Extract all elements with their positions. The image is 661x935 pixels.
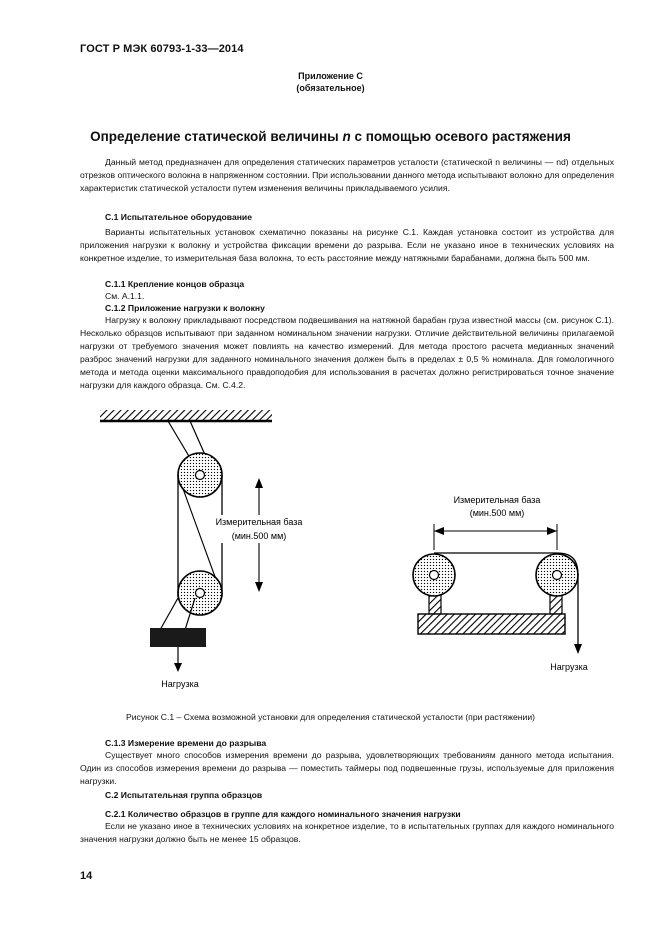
page-number: 14 <box>80 870 93 882</box>
appendix-status: (обязательное) <box>296 83 365 93</box>
intro-paragraph: Данный метод предназначен для определения статических параметров усталости (статической n величины — nd) отдельных отрезков оптического волокна в напряженном состоянии. При использовании данного метода испытывают волокно для определения характеристик статической усталости путем изменения величины прикладываемого усилия. <box>80 157 614 193</box>
lower-drum-axle <box>196 589 205 598</box>
heading-c12: С.1.2 Приложение нагрузки к волокну <box>105 303 265 313</box>
right-setup-drum-left-axle <box>430 571 439 580</box>
heading-c2: С.2 Испытательная группа образцов <box>105 790 263 800</box>
figure-c1 <box>0 395 661 705</box>
load-arrow-head <box>174 663 182 672</box>
appendix-heading <box>0 70 661 94</box>
load-arrow-head-right <box>574 644 582 654</box>
c21-paragraph: Если не указано иное в технических условиях на конкретное изделие, то в испытательных группах для каждого номинального значения нагрузки должно быть не менее 15 образцов. <box>80 821 614 844</box>
gauge-label-right-line1: Измерительная база <box>453 495 541 505</box>
section-title: Определение статической величины n с помощью осевого растяжения <box>90 129 571 144</box>
appendix-title: Приложение С <box>298 71 363 81</box>
base-plate <box>418 614 565 634</box>
gauge-arrow-head-down <box>255 582 263 592</box>
document-header: ГОСТ Р МЭК 60793-1-33—2014 <box>80 43 244 55</box>
gauge-label-left-line2: (мин.500 мм) <box>231 531 287 541</box>
c13-paragraph: Существует много способов измерения времени до разрыва, удовлетворяющих требованиям данного метода испытания. Один из способов измерения времени до разрыва — поместить таймеры под подвешенные грузы, используемые для приложения нагрузки. <box>80 750 614 786</box>
ceiling-hatch <box>100 410 272 420</box>
gauge-label-right-line2: (мин.500 мм) <box>469 508 525 518</box>
heading-c11: С.1.1 Крепление концов образца <box>105 279 245 289</box>
heading-c1: С.1 Испытательное оборудование <box>105 212 252 222</box>
c1-paragraph: Варианты испытательных установок схематично показаны на рисунке С.1. Каждая установка состоит из устройства для приложения нагрузки к волокну и устройства фиксации времени до разрыва. Если не указано иное в технических условиях на конкретное изделие, то измерительная база волокна, то есть расстояние между натяжными барабанами, должна быть 500 мм. <box>80 227 614 263</box>
load-label-right: Нагрузка <box>550 662 588 672</box>
heading-c21: С.2.1 Количество образцов в группе для каждого номинального значения нагрузки <box>105 809 461 819</box>
upper-drum-axle <box>196 471 205 480</box>
gauge-label-left-line1: Измерительная база <box>215 517 303 527</box>
c11-text: См. А.1.1. <box>105 291 145 301</box>
heading-c13: С.1.3 Измерение времени до разрыва <box>105 738 267 748</box>
gauge-arrow-head-right <box>547 527 557 535</box>
figure-caption: Рисунок С.1 – Схема возможной установки для определения статической усталости (при растяжении) <box>126 712 535 722</box>
weight-support <box>160 598 178 630</box>
load-label-left: Нагрузка <box>161 679 199 689</box>
right-setup-drum-right-axle <box>553 571 562 580</box>
gauge-arrow-head-up <box>255 478 263 488</box>
gauge-arrow-head-left <box>434 527 444 535</box>
load-weight <box>150 628 206 647</box>
c12-paragraph: Нагрузку к волокну прикладывают посредством подвешивания на натяжной барабан груза известной массы (см. рисунок С.1). Несколько образцов испытывают при заданном номинальном значении нагрузки. Отличие действительной величины прилагаемой нагрузки от требуемого значения может повлиять на качество измерений. Для метода простого расчета медианных значений разброс значений нагрузки для заданного номинального значения должен быть в пределах ± 0,5 % номинала. Для гомологичного метода и метода оценки максимального правдоподобия для использования в расчетах должно регистрироваться точное значение нагрузки для каждого образца. См. С.4.2. <box>80 315 614 390</box>
